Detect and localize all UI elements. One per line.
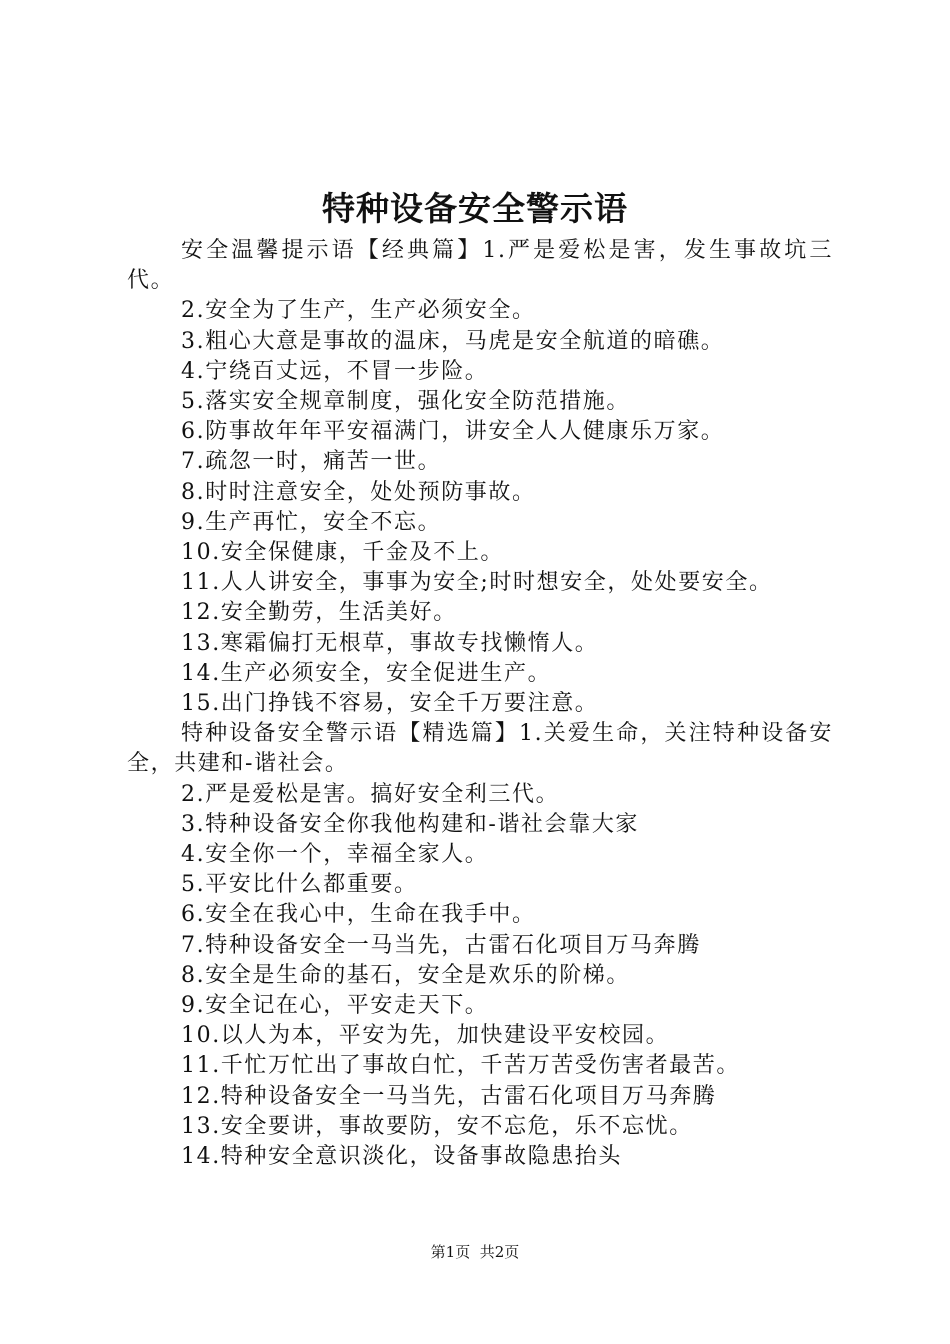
page-footer <box>0 1242 950 1262</box>
paragraph: 5.平安比什么都重要。 <box>181 872 418 898</box>
paragraph: 10.安全保健康，千金及不上。 <box>181 540 504 566</box>
paragraph: 13.安全要讲，事故要防，安不忘危，乐不忘忧。 <box>181 1113 693 1139</box>
paragraph: 7.特种设备安全一马当先，古雷石化项目万马奔腾 <box>181 932 701 958</box>
paragraph: 11.千忙万忙出了事故白忙，千苦万苦受伤害者最苦。 <box>181 1053 740 1079</box>
paragraph: 8.安全是生命的基石，安全是欢乐的阶梯。 <box>181 962 630 988</box>
paragraph: 6.安全在我心中，生命在我手中。 <box>181 902 536 928</box>
paragraph: 4.宁绕百丈远，不冒一步险。 <box>181 358 489 384</box>
paragraph: 12.安全勤劳，生活美好。 <box>181 600 457 626</box>
paragraph: 6.防事故年年平安福满门，讲安全人人健康乐万家。 <box>181 419 725 445</box>
paragraph: 2.严是爱松是害。搞好安全利三代。 <box>181 781 560 807</box>
paragraph: 8.时时注意安全，处处预防事故。 <box>181 479 536 505</box>
paragraph: 13.寒霜偏打无根草，事故专找懒惰人。 <box>181 630 599 656</box>
paragraph: 11.人人讲安全，事事为安全;时时想安全，处处要安全。 <box>181 570 773 596</box>
paragraph: 9.生产再忙，安全不忘。 <box>181 509 442 535</box>
paragraph: 4.安全你一个，幸福全家人。 <box>181 842 489 868</box>
page-number-total: 共2页 <box>479 1243 520 1261</box>
paragraph: 9.安全记在心，平安走天下。 <box>181 993 489 1019</box>
paragraph: 12.特种设备安全一马当先，古雷石化项目万马奔腾 <box>181 1083 717 1109</box>
footer-spacer <box>470 1243 480 1261</box>
page-number-current: 第1页 <box>430 1243 471 1261</box>
paragraph: 14.特种安全意识淡化，设备事故隐患抬头 <box>181 1144 622 1170</box>
paragraph: 3.粗心大意是事故的温床，马虎是安全航道的暗礁。 <box>181 328 725 354</box>
paragraph: 7.疏忽一时，痛苦一世。 <box>181 449 442 475</box>
paragraph: 15.出门挣钱不容易，安全千万要注意。 <box>181 691 599 717</box>
paragraph: 3.特种设备安全你我他构建和-谐社会靠大家 <box>181 811 640 837</box>
document-body <box>127 236 833 1172</box>
paragraph: 安全温馨提示语【经典篇】1.严是爱松是害，发生事故坑三代。 <box>127 238 833 294</box>
paragraph: 14.生产必须安全，安全促进生产。 <box>181 660 552 686</box>
paragraph: 5.落实安全规章制度，强化安全防范措施。 <box>181 389 630 415</box>
paragraph: 2.安全为了生产，生产必须安全。 <box>181 298 536 324</box>
paragraph: 10.以人为本，平安为先，加快建设平安校园。 <box>181 1023 670 1049</box>
document-title: 特种设备安全警示语 <box>322 189 628 228</box>
paragraph: 特种设备安全警示语【精选篇】1.关爱生命，关注特种设备安全，共建和-谐社会。 <box>127 721 833 777</box>
